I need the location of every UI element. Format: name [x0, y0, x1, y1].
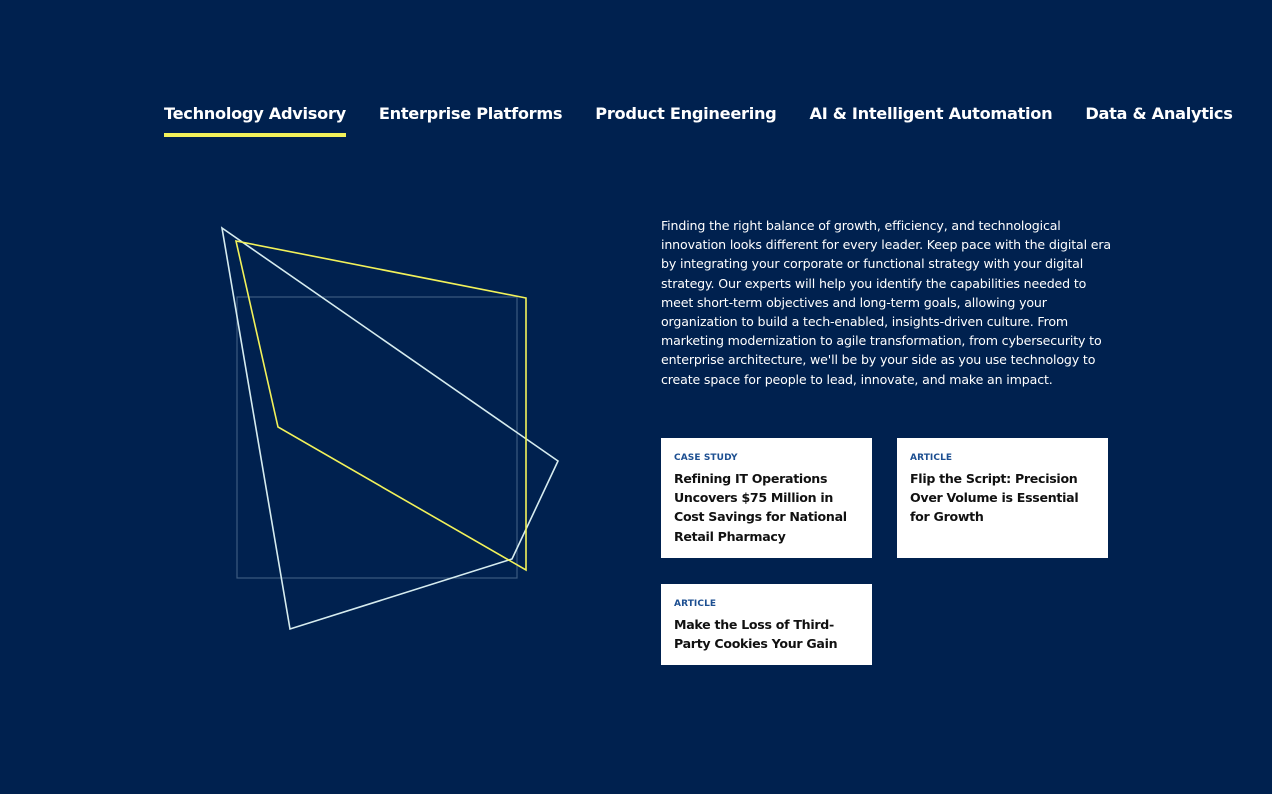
tab-technology-advisory[interactable]: Technology Advisory	[164, 100, 346, 137]
card-type-label: ARTICLE	[910, 453, 953, 463]
light-polygon-outline	[222, 228, 558, 629]
tab-data-analytics[interactable]: Data & Analytics	[1085, 104, 1233, 123]
service-tabs	[164, 100, 1233, 137]
yellow-polygon-outline	[236, 241, 526, 570]
resource-card[interactable]	[661, 584, 872, 665]
tab-ai-intelligent-automation[interactable]: AI & Intelligent Automation	[809, 104, 1053, 123]
tab-enterprise-platforms[interactable]: Enterprise Platforms	[378, 104, 563, 123]
resource-card[interactable]	[661, 438, 872, 558]
faint-square-outline	[237, 297, 517, 578]
abstract-polygon-graphic	[200, 215, 580, 645]
card-title[interactable]: Refining IT Operations Uncovers $75 Million in Cost Savings for National Retail Pharmacy	[674, 471, 847, 544]
advisory-description: Finding the right balance of growth, efficiency, and technological innovation looks different for every leader. Keep pace with the digital era by integrating your corporate or functional strategy with your digital strategy. Our experts will help you identify the capabilities needed to meet short-term objectives and long-term goals, allowing your organization to build a tech-enabled, insights-driven culture. From marketing modernization to agile transformation, from cybersecurity to enterprise architecture, we'll be by your side as you use technology to create space for people to lead, innovate, and make an impact.	[661, 218, 1111, 387]
card-title[interactable]: Flip the Script: Precision Over Volume is Essential for Growth	[910, 471, 1079, 525]
tab-product-engineering[interactable]: Product Engineering	[595, 104, 777, 123]
card-title[interactable]: Make the Loss of Third-Party Cookies Your Gain	[674, 617, 838, 652]
card-type-label: ARTICLE	[674, 599, 717, 609]
card-type-label: CASE STUDY	[674, 453, 738, 463]
resource-card[interactable]	[897, 438, 1108, 558]
